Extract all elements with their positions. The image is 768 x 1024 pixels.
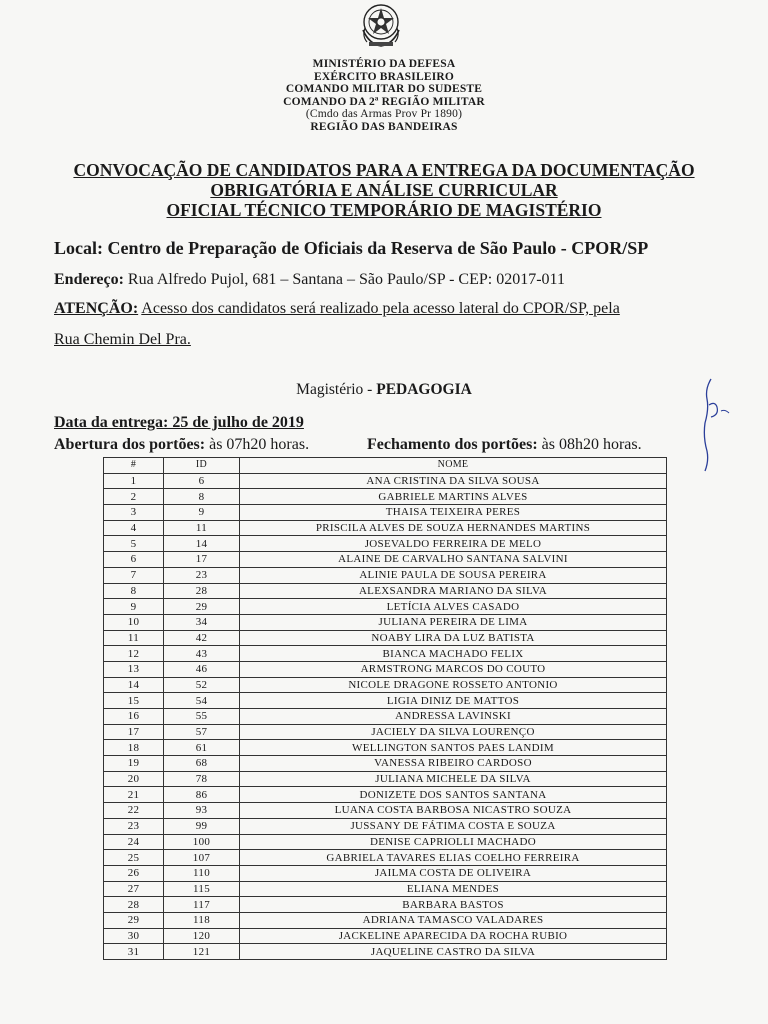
table-row xyxy=(104,536,667,552)
table-row xyxy=(104,944,667,960)
header-line: MINISTÉRIO DA DEFESA xyxy=(312,58,456,70)
table-row xyxy=(104,756,667,772)
table-row xyxy=(104,912,667,928)
table-row xyxy=(104,646,667,662)
cell-number: 9 xyxy=(104,599,164,615)
gate-closing-label: Fechamento dos portões: xyxy=(367,436,538,453)
cell-id: 34 xyxy=(164,614,240,630)
cell-name: GABRIELE MARTINS ALVES xyxy=(240,489,667,505)
atencao-line xyxy=(54,300,620,318)
cell-id: 42 xyxy=(164,630,240,646)
cell-name: JULIANA PEREIRA DE LIMA xyxy=(240,614,667,630)
cell-number: 8 xyxy=(104,583,164,599)
title-line: OBRIGATÓRIA E ANÁLISE CURRICULAR xyxy=(210,180,558,200)
cell-name: PRISCILA ALVES DE SOUZA HERNANDES MARTINS xyxy=(240,520,667,536)
cell-number: 13 xyxy=(104,661,164,677)
cell-id: 100 xyxy=(164,834,240,850)
cell-id: 54 xyxy=(164,693,240,709)
gate-opening-label: Abertura dos portões: xyxy=(54,436,206,453)
cell-id: 43 xyxy=(164,646,240,662)
cell-name: THAISA TEIXEIRA PERES xyxy=(240,505,667,521)
cell-number: 28 xyxy=(104,897,164,913)
cell-id: 120 xyxy=(164,928,240,944)
gate-opening xyxy=(54,436,309,454)
atencao-label: ATENÇÃO: xyxy=(54,300,139,317)
cell-name: JULIANA MICHELE DA SILVA xyxy=(240,771,667,787)
cell-id: 107 xyxy=(164,850,240,866)
cell-number: 4 xyxy=(104,520,164,536)
cell-id: 11 xyxy=(164,520,240,536)
table-row xyxy=(104,473,667,489)
cell-number: 25 xyxy=(104,850,164,866)
cell-number: 20 xyxy=(104,771,164,787)
cell-name: ELIANA MENDES xyxy=(240,881,667,897)
header-line: (Cmdo das Armas Prov Pr 1890) xyxy=(305,108,463,121)
cell-number: 10 xyxy=(104,614,164,630)
column-header-name: NOME xyxy=(240,458,667,474)
cell-id: 6 xyxy=(164,473,240,489)
cell-name: JAQUELINE CASTRO DA SILVA xyxy=(240,944,667,960)
local-value: Centro de Preparação de Oficiais da Reserva de São Paulo - CPOR/SP xyxy=(107,238,649,258)
cell-name: DONIZETE DOS SANTOS SANTANA xyxy=(240,787,667,803)
table-row xyxy=(104,771,667,787)
cell-name: JACIELY DA SILVA LOURENÇO xyxy=(240,724,667,740)
cell-id: 115 xyxy=(164,881,240,897)
table-row xyxy=(104,740,667,756)
header-line: COMANDO DA 2ª REGIÃO MILITAR xyxy=(283,95,485,108)
cell-id: 121 xyxy=(164,944,240,960)
gate-closing xyxy=(367,436,642,454)
cell-id: 55 xyxy=(164,709,240,725)
cell-name: WELLINGTON SANTOS PAES LANDIM xyxy=(240,740,667,756)
cell-number: 17 xyxy=(104,724,164,740)
cell-id: 17 xyxy=(164,552,240,568)
endereco-line xyxy=(54,271,565,289)
cell-name: NICOLE DRAGONE ROSSETO ANTONIO xyxy=(240,677,667,693)
cell-id: 57 xyxy=(164,724,240,740)
cell-name: ALAINE DE CARVALHO SANTANA SALVINI xyxy=(240,552,667,568)
cell-number: 21 xyxy=(104,787,164,803)
table-row xyxy=(104,677,667,693)
cell-name: LIGIA DINIZ DE MATTOS xyxy=(240,693,667,709)
cell-number: 11 xyxy=(104,630,164,646)
table-row xyxy=(104,693,667,709)
cell-number: 1 xyxy=(104,473,164,489)
atencao-value: Acesso dos candidatos será realizado pela acesso lateral do CPOR/SP, pela xyxy=(141,300,620,317)
cell-number: 27 xyxy=(104,881,164,897)
cell-number: 12 xyxy=(104,646,164,662)
cell-name: ADRIANA TAMASCO VALADARES xyxy=(240,912,667,928)
column-header-number: # xyxy=(104,458,164,474)
cell-name: BARBARA BASTOS xyxy=(240,897,667,913)
header-line: COMANDO MILITAR DO SUDESTE xyxy=(285,83,483,96)
table-row xyxy=(104,709,667,725)
cell-number: 19 xyxy=(104,756,164,772)
document-title xyxy=(0,160,768,220)
atencao-line-continued xyxy=(54,331,191,349)
table-row xyxy=(104,850,667,866)
table-row xyxy=(104,865,667,881)
table-row xyxy=(104,567,667,583)
cell-id: 29 xyxy=(164,599,240,615)
cell-number: 18 xyxy=(104,740,164,756)
cell-number: 15 xyxy=(104,693,164,709)
cell-name: DENISE CAPRIOLLI MACHADO xyxy=(240,834,667,850)
cell-number: 29 xyxy=(104,912,164,928)
table-row xyxy=(104,489,667,505)
cell-id: 52 xyxy=(164,677,240,693)
cell-id: 9 xyxy=(164,505,240,521)
cell-id: 93 xyxy=(164,803,240,819)
cell-number: 24 xyxy=(104,834,164,850)
cell-id: 23 xyxy=(164,567,240,583)
cell-id: 78 xyxy=(164,771,240,787)
cell-number: 31 xyxy=(104,944,164,960)
cell-name: GABRIELA TAVARES ELIAS COELHO FERREIRA xyxy=(240,850,667,866)
table-row xyxy=(104,505,667,521)
cell-name: LETÍCIA ALVES CASADO xyxy=(240,599,667,615)
cell-name: JAILMA COSTA DE OLIVEIRA xyxy=(240,865,667,881)
table-row xyxy=(104,583,667,599)
coat-of-arms-seal xyxy=(355,0,407,50)
title-line: OFICIAL TÉCNICO TEMPORÁRIO DE MAGISTÉRIO xyxy=(166,200,602,220)
cell-number: 14 xyxy=(104,677,164,693)
cell-number: 30 xyxy=(104,928,164,944)
cell-name: BIANCA MACHADO FELIX xyxy=(240,646,667,662)
header-line: REGIÃO DAS BANDEIRAS xyxy=(310,120,458,133)
local-line xyxy=(54,238,648,259)
cell-id: 99 xyxy=(164,818,240,834)
candidates-table xyxy=(103,457,667,960)
handwritten-signature xyxy=(697,375,737,475)
cell-name: NOABY LIRA DA LUZ BATISTA xyxy=(240,630,667,646)
endereco-label: Endereço: xyxy=(54,271,124,288)
cell-number: 26 xyxy=(104,865,164,881)
table-row xyxy=(104,928,667,944)
table-row xyxy=(104,630,667,646)
cell-id: 117 xyxy=(164,897,240,913)
table-row xyxy=(104,787,667,803)
table-row xyxy=(104,599,667,615)
atencao-value-continued: Rua Chemin Del Pra. xyxy=(54,331,191,348)
delivery-date xyxy=(54,414,304,432)
table-row xyxy=(104,520,667,536)
cell-id: 118 xyxy=(164,912,240,928)
table-header-row xyxy=(104,458,667,474)
cell-number: 7 xyxy=(104,567,164,583)
table-row xyxy=(104,897,667,913)
table-row xyxy=(104,834,667,850)
local-label: Local: xyxy=(54,238,103,258)
title-line: CONVOCAÇÃO DE CANDIDATOS PARA A ENTREGA DA DOCUMENTAÇÃO xyxy=(73,160,695,180)
ministry-header xyxy=(0,58,768,134)
gate-closing-value: às 08h20 horas. xyxy=(541,436,642,453)
section-name: PEDAGOGIA xyxy=(376,381,472,398)
table-row xyxy=(104,661,667,677)
cell-number: 22 xyxy=(104,803,164,819)
gate-opening-value: às 07h20 horas. xyxy=(209,436,310,453)
endereco-value: Rua Alfredo Pujol, 681 – Santana – São Paulo/SP - CEP: 02017-011 xyxy=(127,271,565,288)
table-row xyxy=(104,552,667,568)
cell-id: 28 xyxy=(164,583,240,599)
cell-name: ALINIE PAULA DE SOUSA PEREIRA xyxy=(240,567,667,583)
header-line: EXÉRCITO BRASILEIRO xyxy=(313,70,455,83)
cell-id: 68 xyxy=(164,756,240,772)
cell-id: 110 xyxy=(164,865,240,881)
table-row xyxy=(104,818,667,834)
section-prefix: Magistério - xyxy=(296,381,377,398)
cell-name: JACKELINE APARECIDA DA ROCHA RUBIO xyxy=(240,928,667,944)
cell-name: LUANA COSTA BARBOSA NICASTRO SOUZA xyxy=(240,803,667,819)
cell-id: 46 xyxy=(164,661,240,677)
cell-name: VANESSA RIBEIRO CARDOSO xyxy=(240,756,667,772)
cell-id: 61 xyxy=(164,740,240,756)
table-row xyxy=(104,881,667,897)
cell-number: 5 xyxy=(104,536,164,552)
table-body xyxy=(104,473,667,959)
cell-name: ANDRESSA LAVINSKI xyxy=(240,709,667,725)
cell-number: 6 xyxy=(104,552,164,568)
table-row xyxy=(104,803,667,819)
cell-number: 23 xyxy=(104,818,164,834)
cell-name: ARMSTRONG MARCOS DO COUTO xyxy=(240,661,667,677)
table-row xyxy=(104,614,667,630)
cell-number: 2 xyxy=(104,489,164,505)
cell-number: 3 xyxy=(104,505,164,521)
column-header-id: ID xyxy=(164,458,240,474)
cell-id: 14 xyxy=(164,536,240,552)
cell-name: ALEXSANDRA MARIANO DA SILVA xyxy=(240,583,667,599)
table-row xyxy=(104,724,667,740)
cell-name: JUSSANY DE FÁTIMA COSTA E SOUZA xyxy=(240,818,667,834)
cell-id: 86 xyxy=(164,787,240,803)
cell-number: 16 xyxy=(104,709,164,725)
delivery-date-text: Data da entrega: 25 de julho de 2019 xyxy=(54,414,304,431)
section-title xyxy=(0,381,768,399)
cell-id: 8 xyxy=(164,489,240,505)
cell-name: ANA CRISTINA DA SILVA SOUSA xyxy=(240,473,667,489)
cell-name: JOSEVALDO FERREIRA DE MELO xyxy=(240,536,667,552)
